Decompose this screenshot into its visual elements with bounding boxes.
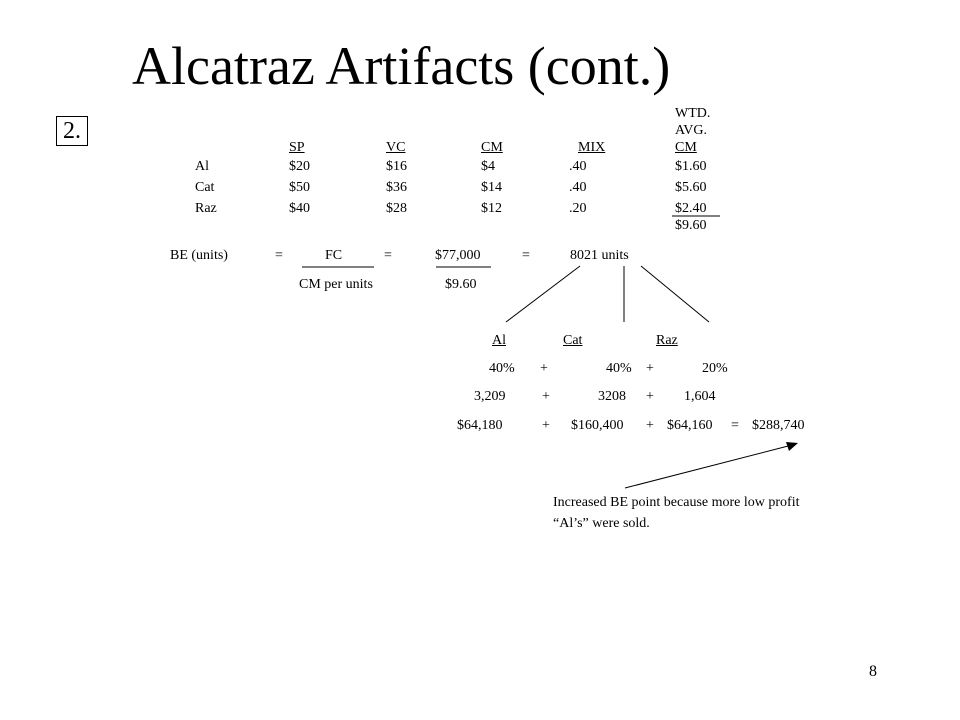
pct-cat: 40% — [606, 361, 632, 376]
page-number: 8 — [869, 663, 877, 680]
breakdown-header-cat: Cat — [563, 333, 583, 348]
cm-per-units-denominator: CM per units — [299, 277, 373, 292]
row-cat-mix: .40 — [569, 180, 587, 195]
row-al-wtd: $1.60 — [675, 159, 707, 174]
connector-to-al — [506, 266, 580, 322]
header-wtd-line3: CM — [675, 140, 697, 155]
units-al: 3,209 — [474, 389, 506, 404]
row-raz-wtd: $2.40 — [675, 201, 707, 216]
row-cat-wtd: $5.60 — [675, 180, 707, 195]
row-al-name: Al — [195, 159, 209, 174]
row-raz-cm: $12 — [481, 201, 502, 216]
units-cat: 3208 — [598, 389, 626, 404]
slide-title: Alcatraz Artifacts (cont.) — [132, 36, 671, 96]
dollars-plus-2: + — [646, 418, 654, 433]
note-arrow-head-icon — [786, 442, 798, 451]
dollars-raz: $64,160 — [667, 418, 713, 433]
row-al-sp: $20 — [289, 159, 310, 174]
row-al-mix: .40 — [569, 159, 587, 174]
pct-al: 40% — [489, 361, 515, 376]
units-plus-1: + — [542, 389, 550, 404]
row-cat-sp: $50 — [289, 180, 310, 195]
row-al-vc: $16 — [386, 159, 407, 174]
header-wtd-line2: AVG. — [675, 123, 708, 138]
units-plus-2: + — [646, 389, 654, 404]
connector-to-raz — [641, 266, 709, 322]
header-wtd-line1: WTD. — [675, 106, 711, 121]
row-cat-cm: $14 — [481, 180, 502, 195]
note-line-1: Increased BE point because more low profit — [553, 495, 800, 510]
be-units-label: BE (units) — [170, 248, 228, 263]
dollars-al: $64,180 — [457, 418, 503, 433]
row-raz-name: Raz — [195, 201, 217, 216]
pct-plus-2: + — [646, 361, 654, 376]
header-cm: CM — [481, 140, 503, 155]
header-sp: SP — [289, 140, 305, 155]
header-vc: VC — [386, 140, 406, 155]
row-raz-mix: .20 — [569, 201, 587, 216]
cm-value-denominator: $9.60 — [445, 277, 477, 292]
fc-numerator: FC — [325, 248, 343, 263]
pct-raz: 20% — [702, 361, 728, 376]
row-raz-vc: $28 — [386, 201, 407, 216]
units-raz: 1,604 — [684, 389, 716, 404]
equals-sign-1: = — [275, 248, 283, 263]
dollars-equals: = — [731, 418, 739, 433]
dollars-total: $288,740 — [752, 418, 805, 433]
total-wtd-cm: $9.60 — [675, 218, 707, 233]
equals-sign-3: = — [522, 248, 530, 263]
row-cat-name: Cat — [195, 180, 215, 195]
row-raz-sp: $40 — [289, 201, 310, 216]
dollars-plus-1: + — [542, 418, 550, 433]
problem-number-box: 2. — [56, 116, 88, 146]
pct-plus-1: + — [540, 361, 548, 376]
breakdown-header-raz: Raz — [656, 333, 678, 348]
breakdown-header-al: Al — [492, 333, 506, 348]
row-cat-vc: $36 — [386, 180, 407, 195]
be-units-result: 8021 units — [570, 248, 629, 263]
equals-sign-2: = — [384, 248, 392, 263]
header-mix: MIX — [578, 140, 606, 155]
fixed-cost-numerator: $77,000 — [435, 248, 481, 263]
dollars-cat: $160,400 — [571, 418, 624, 433]
row-al-cm: $4 — [481, 159, 495, 174]
note-line-2: “Al’s” were sold. — [553, 516, 650, 531]
note-arrow-line — [625, 445, 792, 488]
